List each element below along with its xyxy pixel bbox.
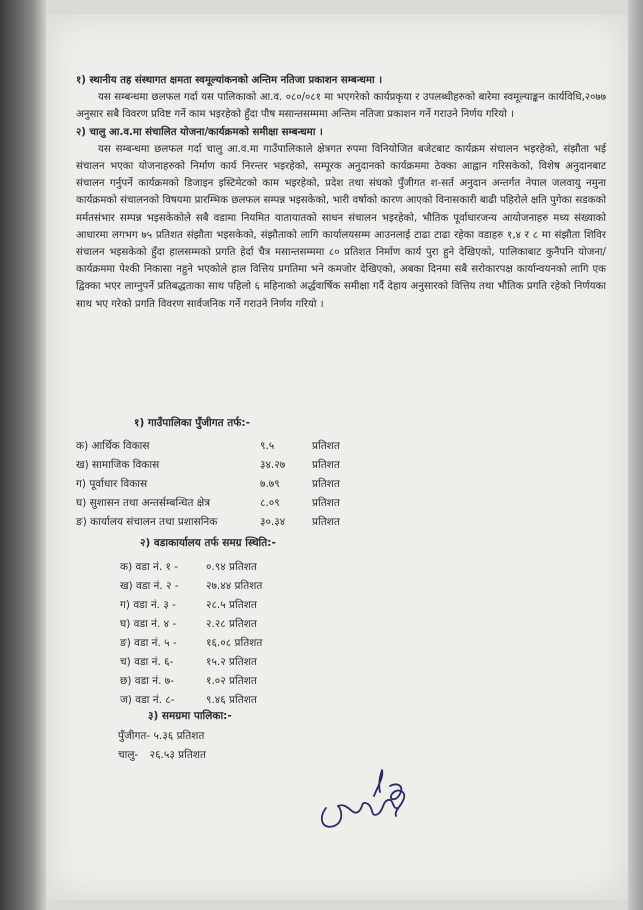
ward-label: ग) वडा नं. ३ -	[120, 598, 176, 611]
list-item	[118, 729, 232, 748]
capital-section	[76, 416, 346, 531]
list-item	[120, 557, 276, 576]
capital-value: ३०.३४	[260, 515, 286, 528]
overall-value: २६.५३	[149, 749, 175, 761]
list-item	[120, 633, 276, 652]
ward-label: क) वडा नं. १ -	[120, 560, 179, 573]
overall-value: ५.३६	[153, 730, 174, 742]
overall-section	[118, 709, 232, 767]
ward-value: १६.०८ प्रतिशत	[206, 636, 263, 649]
table-row	[76, 512, 346, 531]
ward-label: ख) वडा नं. २ -	[120, 579, 179, 592]
overall-label: चालु-	[118, 749, 139, 761]
decision-text	[76, 72, 606, 313]
capital-unit: प्रतिशत	[312, 458, 340, 471]
table-row	[76, 436, 346, 455]
capital-unit: प्रतिशत	[312, 439, 340, 452]
ward-value: २७.४४ प्रतिशत	[206, 579, 263, 592]
ward-label: छ) वडा नं. ७-	[120, 674, 175, 687]
section1-heading: १) स्थानीय तह संस्थागत क्षमता स्वमूल्यांकनको अन्तिम नतिजा प्रकाशन सम्बन्धमा ।	[76, 75, 383, 86]
ward-value: १.०२ प्रतिशत	[206, 674, 257, 687]
list-item	[120, 614, 276, 633]
section2-heading: २) चालु आ.व.मा संचालित योजना/कार्यक्रमको समीक्षा सम्बन्धमा ।	[76, 126, 323, 138]
ward-label: घ) वडा नं. ४ -	[120, 617, 177, 630]
overall-title: ३) समग्रमा पालिका:-	[148, 710, 232, 722]
table-row	[76, 493, 346, 512]
capital-value: ९.५	[260, 439, 275, 452]
capital-unit: प्रतिशत	[312, 515, 340, 528]
list-item	[120, 576, 276, 595]
table-row	[76, 455, 346, 474]
list-item	[120, 595, 276, 614]
scan-left-edge	[0, 0, 46, 910]
table-row	[76, 474, 346, 493]
capital-value: ८.०९	[260, 496, 280, 509]
capital-value: ७.७९	[260, 477, 280, 490]
capital-title: १) गाउँपालिका पुँजीगत तर्फ:-	[134, 417, 250, 429]
ward-value: २८.५ प्रतिशत	[206, 598, 257, 611]
capital-unit: प्रतिशत	[312, 496, 340, 509]
signature-icon	[308, 766, 438, 836]
ward-value: ०.९४ प्रतिशत	[206, 560, 257, 573]
ward-value: ९.४६ प्रतिशत	[206, 693, 257, 706]
ward-list	[98, 557, 276, 709]
section1-paragraph: यस सम्बन्धमा छलफल गर्दा यस पालिकाको आ.व. ०८०/०८१ मा भएगरेको कार्यप्रकृया र उपलब्धीहरुको बारेमा स्वमूल्याङ्कन कार्यविधि,२०७७ अनुसार सबै विवरण प्रविष्ट गर्ने काम भइरहेको हुँदा पौष मसान्तसम्ममा अन्तिम नतिजा प्रकाशन गर्ने गराउने निर्णय गरियो ।	[76, 92, 606, 121]
capital-table	[76, 436, 346, 531]
overall-unit: प्रतिशत	[178, 749, 206, 761]
document-page	[46, 14, 628, 900]
ward-label: ङ) वडा नं. ५ -	[120, 636, 177, 649]
scan-right-edge	[628, 0, 643, 910]
list-item	[120, 690, 276, 709]
capital-value: ३४.२७	[260, 458, 286, 471]
capital-unit: प्रतिशत	[312, 477, 340, 490]
ward-label: च) वडा नं. ६-	[120, 655, 174, 668]
list-item	[120, 652, 276, 671]
ward-title: २) वडाकार्यालय तर्फ समग्र स्थिति:-	[140, 537, 276, 549]
list-item	[120, 671, 276, 690]
ward-section	[98, 536, 276, 709]
capital-label: ग) पूर्वाधार विकास	[76, 477, 148, 490]
capital-label: ख) सामाजिक विकास	[76, 458, 160, 471]
overall-unit: प्रतिशत	[176, 730, 205, 742]
ward-value: २.२८ प्रतिशत	[206, 617, 257, 630]
section2-paragraph: यस सम्बन्धमा छलफल गर्दा चालु आ.व.मा गाउँपालिकाले क्षेत्रगत रुपमा विनियोजित बजेटबाट कार्यक्रम संचालन भइरहेको, संझौता भई संचालन भएका योजनाहरुको निर्माण कार्य निरन्तर भइरहेको, सम्पूरक अनुदानको कार्यक्रममा ठेक्का आह्वान गरिसकेको, विशेष अनुदानबाट संचालन गर्नुपर्ने कार्यक्रमको डिजाइन इस्टिमेटको काम भइरहेको, प्रदेश तथा संघको पुँजीगत श-सर्त अनुदान अन्तर्गत नेपाल जलवायु नमुना कार्यक्रमको संचालनको विषयमा प्रारम्भिक छलफल सम्पन्न भइसकेको, भारी वर्षाको कारण आएको विनासकारी बाढी पहिरोले क्षति पुगेका सडकको मर्मतसंभार सम्पन्न भइसकेकोले सबै वडामा नियमित यातायातको साधन संचालन भइरहेको, भौतिक पूर्वाधारजन्य आयोजनाहरु मध्य संख्याको आधारमा लगभग ७५ प्रतिशत संझौता भइसकेको, संझौताको लागि कार्यालयसम्म आउनलाई टाढा टाढा रहेका वडाहरु १,४ र ८ मा संझौता शिविर संचालन भइसकेको हुँदा हालसम्मको प्रगति हेर्दा चैत्र मसान्तसम्ममा ८० प्रतिशत निर्माण कार्य पुरा हुने देखिएको, पालिकाबाट कुनैपनि योजना/कार्यक्रममा पेश्की निकासा नहुने भएकोले हाल वित्तिय प्रगतिमा भने कमजोर देखिएको, अबका दिनमा सबै सरोकारपक्ष कार्यान्वयनको लागि एक द्विक्का भएर लाग्नुपर्ने प्रतिबद्धताका साथ पहिलो ६ महिनाको अर्द्धवार्षिक समीक्षा गर्दै देहाय अनुसारको वित्तिय तथा भौतिक प्रगति रहेको निर्णयका साथ भए गरेको प्रगति विवरण सार्वजनिक गर्ने गराउने निर्णय गरियो ।	[76, 143, 606, 310]
capital-label: ङ) कार्यालय संचालन तथा प्रशासनिक	[76, 515, 218, 528]
overall-label: पुँजीगत-	[118, 730, 151, 742]
capital-label: घ) सुशासन तथा अन्तर्सम्बन्धित क्षेत्र	[76, 496, 211, 509]
ward-value: १५.२ प्रतिशत	[206, 655, 257, 668]
ward-label: ज) वडा नं. ८-	[120, 693, 175, 706]
list-item	[118, 748, 232, 767]
capital-label: क) आर्थिक विकास	[76, 439, 150, 452]
